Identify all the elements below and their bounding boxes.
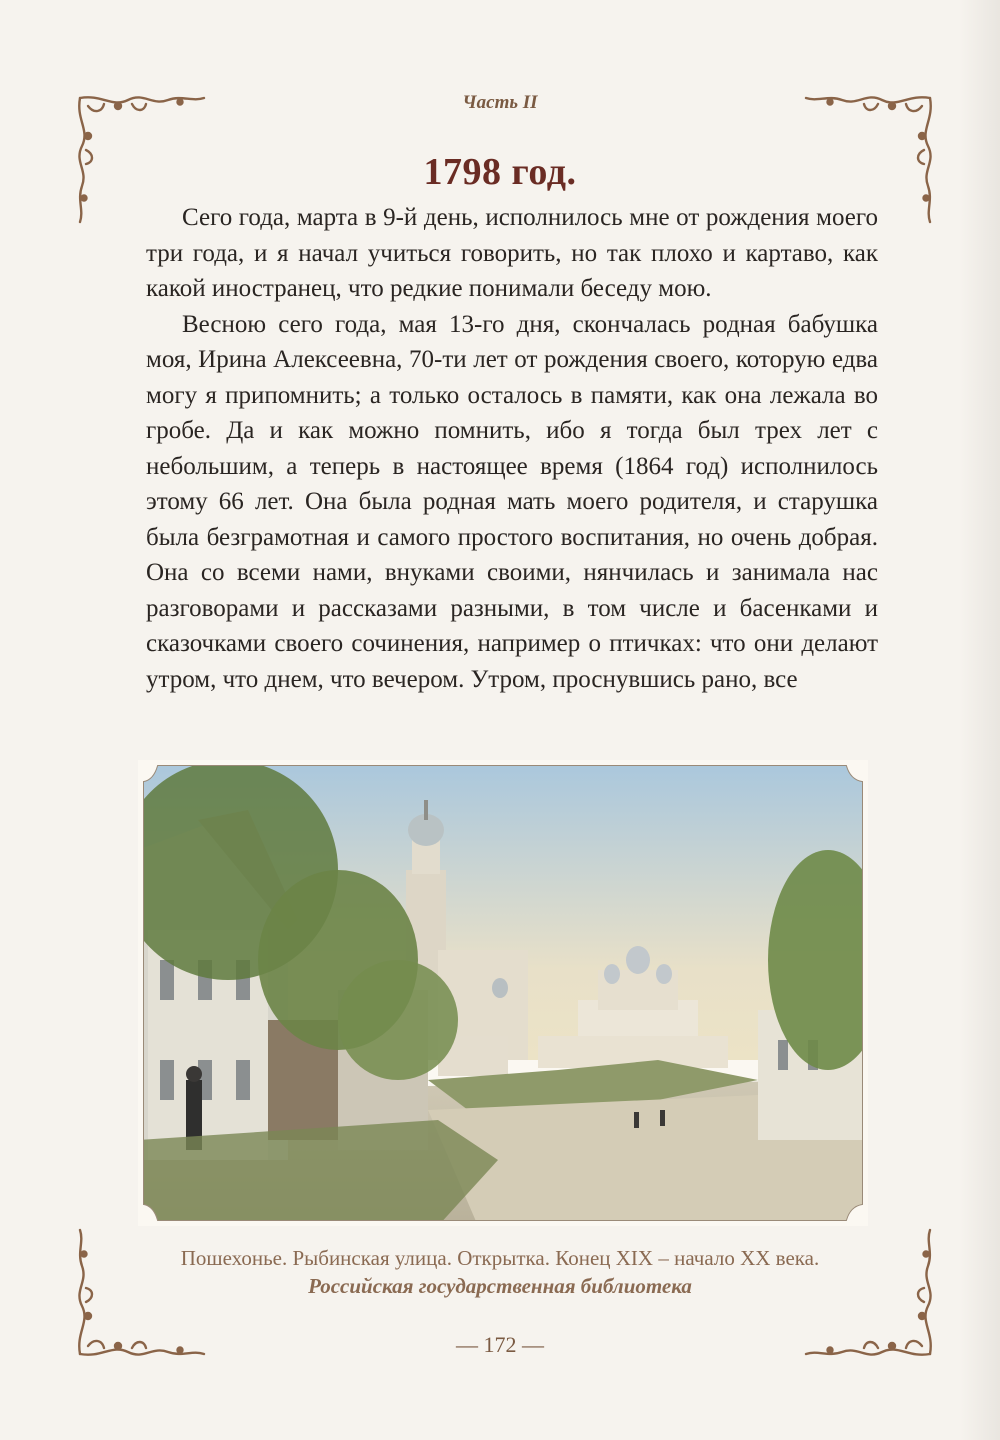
caption-credit: Российская государственная библиотека (308, 1274, 692, 1298)
page-edge-shadow (960, 0, 1000, 1440)
page-number: — 172 — (456, 1332, 544, 1357)
postcard-photo (138, 760, 868, 1226)
paragraph: Весною сего года, мая 13-го дня, скончалась родная бабушка моя, Ирина Алексеевна, 70-ти лет от рождения своего, которую едва могу я припомнить; а только осталось в памяти, как она лежала во гробе. Да и как можно помнить, ибо я тогда был трех лет с небольшим, а теперь в настоящее время (1864 год) исполнилось этому 66 лет. Она была родная мать моего родителя, и старушка была безграмотная и самого простого воспитания, но очень добрая. Она со всеми нами, внуками своими, нянчилась и занимала нас разговорами и рассказами разными, в том числе и басенками и сказочками своего сочинения, например о птичках: что они делают утром, что днем, что вечером. Утром, проснувшись рано, все (146, 310, 878, 693)
chapter-title: 1798 год. (423, 151, 577, 193)
caption-text: Пошехонье. Рыбинская улица. Открытка. Конец XIX – начало XX века. (180, 1246, 820, 1270)
paragraph: Сего года, марта в 9-й день, исполнилось мне от рождения моего три года, и я начал учиться говорить, но так плохо и картаво, как какой иностранец, что редкие понимали беседу мою. (146, 204, 878, 302)
figure-caption (0, 1244, 1000, 1300)
running-head: Часть II (462, 92, 538, 113)
street-scene-illustration (138, 760, 868, 1226)
body-text (146, 200, 878, 697)
